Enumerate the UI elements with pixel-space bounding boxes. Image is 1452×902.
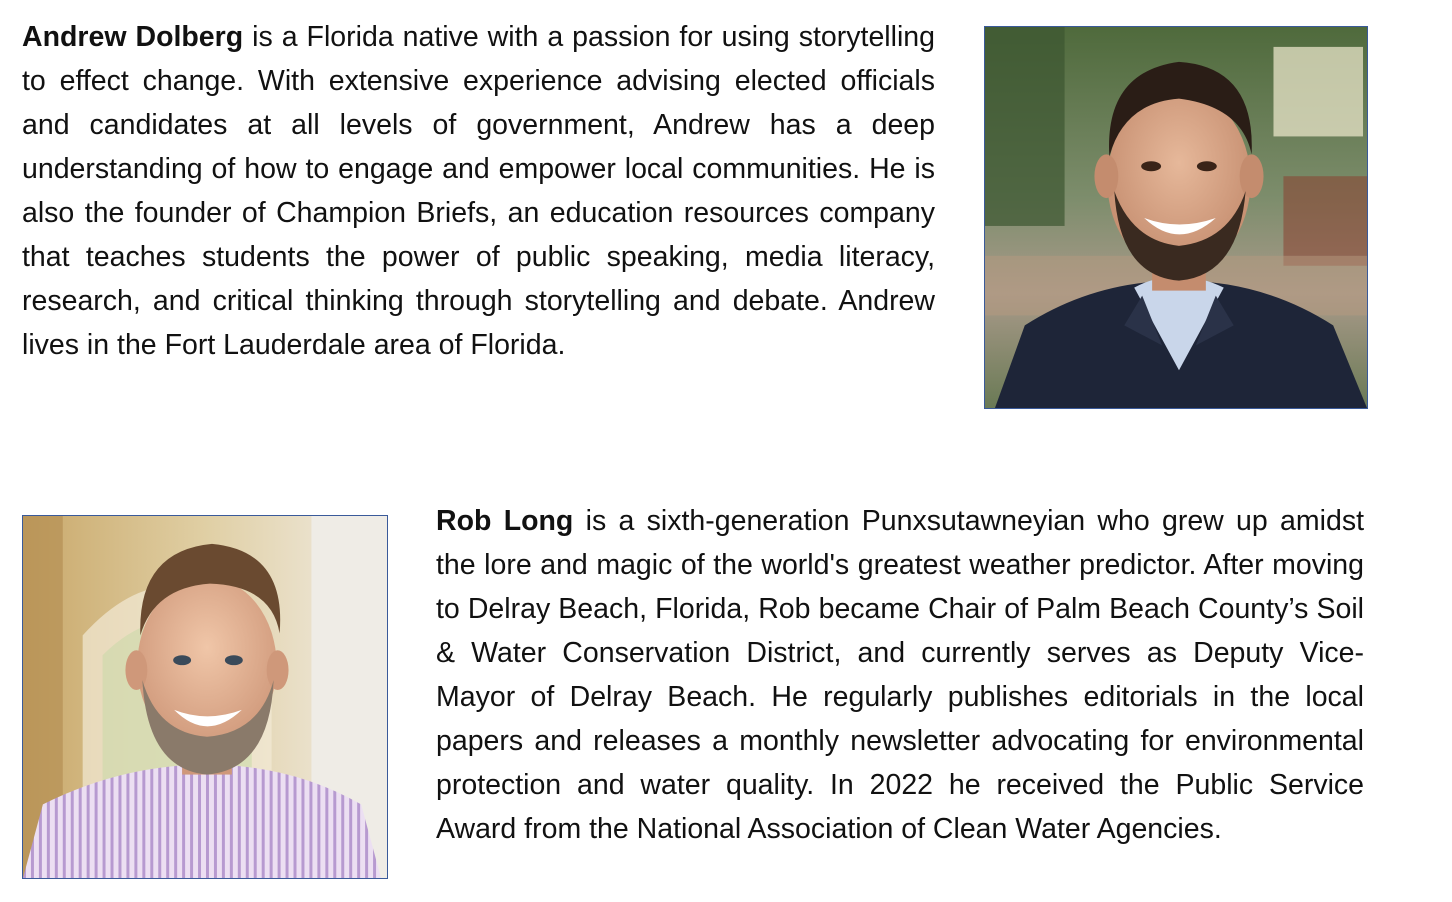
bio-name-rob-long: Rob Long	[436, 505, 574, 537]
portrait-rob-image	[23, 516, 387, 878]
bio-andrew-dolberg	[22, 15, 935, 367]
andrew-dolberg-photo	[984, 26, 1368, 409]
bio-text-andrew-dolberg: is a Florida native with a passion for using storytelling to effect change. With extensive experience advising elected officials and candidates at all levels of government, Andrew has a deep understanding of how to engage and empower local communities. He is also the founder of Champion Briefs, an education resources company that teaches students the power of public speaking, media literacy, research, and critical thinking through storytelling and debate. Andrew lives in the Fort Lauderdale area of Florida.	[22, 21, 935, 361]
bio-text-rob-long: is a sixth-generation Punxsutawneyian who grew up amidst the lore and magic of the world's greatest weather predictor. After moving to Delray Beach, Florida, Rob became Chair of Palm Beach County’s Soil & Water Conservation District, and currently serves as Deputy Vice-Mayor of Delray Beach. He regularly publishes editorials in the local papers and releases a monthly newsletter advocating for environmental protection and water quality. In 2022 he received the Public Service Award from the National Association of Clean Water Agencies.	[436, 505, 1364, 845]
bio-rob-long	[436, 499, 1364, 851]
portrait-andrew-image	[985, 27, 1367, 408]
rob-long-photo	[22, 515, 388, 879]
bio-name-andrew-dolberg: Andrew Dolberg	[22, 21, 244, 53]
